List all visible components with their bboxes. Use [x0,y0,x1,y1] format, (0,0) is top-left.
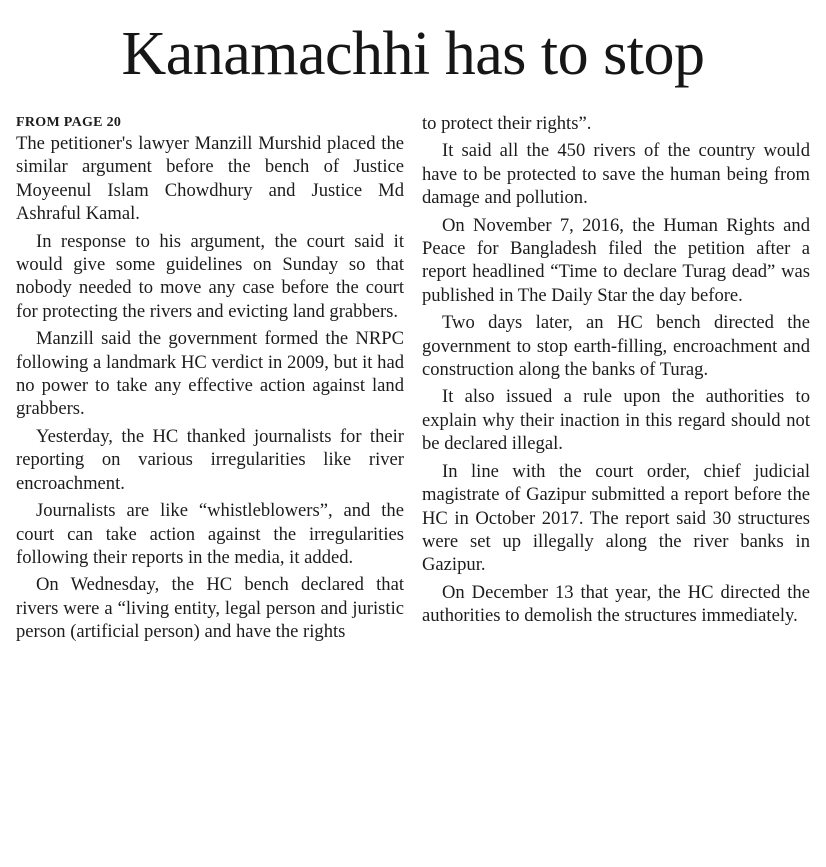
paragraph-continued: to protect their rights”. [422,113,592,134]
paragraph: The petitioner's lawyer Manzill Murshid placed the similar argument before the bench of Justice Moyeenul Islam Chowdhury and Justice Md Ashraful Kamal. [16,133,404,225]
paragraph: On Wednesday, the HC bench declared that rivers were a “living entity, legal person and juristic person (artificial person) and have the rights [16,574,404,643]
headline: Kanamachhi has to stop [121,20,705,88]
paragraph: On December 13 that year, the HC directed the authorities to demolish the structures immediately. [422,581,810,627]
paragraph: In line with the court order, chief judicial magistrate of Gazipur submitted a report before the HC in October 2017. The report said 30 structures were set up illegally along the river banks in Gazipur. [422,460,810,576]
paragraph: In response to his argument, the court said it would give some guidelines on Sunday so that nobody needed to move any case before the court for protecting the rivers and evicting land grabbers. [16,230,404,322]
jump-label: FROM PAGE 20 [16,115,122,130]
paragraph: Two days later, an HC bench directed the government to stop earth-filling, encroachment and construction along the banks of Turag. [422,312,810,381]
column-right [422,112,810,648]
paragraph: It also issued a rule upon the authorities to explain why their inaction in this regard should not be declared illegal. [422,386,810,455]
column-left [16,112,404,648]
paragraph: Manzill said the government formed the NRPC following a landmark HC verdict in 2009, but it had no power to take any effective action against land grabbers. [16,328,404,420]
paragraph: Journalists are like “whistleblowers”, and the court can take action against the irregularities following their reports in the media, it added. [16,500,404,568]
paragraph: Yesterday, the HC thanked journalists for their reporting on various irregularities like river encroachment. [16,425,404,494]
article-body [16,112,810,648]
paragraph: It said all the 450 rivers of the country would have to be protected to save the human being from damage and pollution. [422,140,810,209]
paragraph: On November 7, 2016, the Human Rights and Peace for Bangladesh filed the petition after a report headlined “Time to declare Turag dead” was published in The Daily Star the day before. [422,214,810,306]
